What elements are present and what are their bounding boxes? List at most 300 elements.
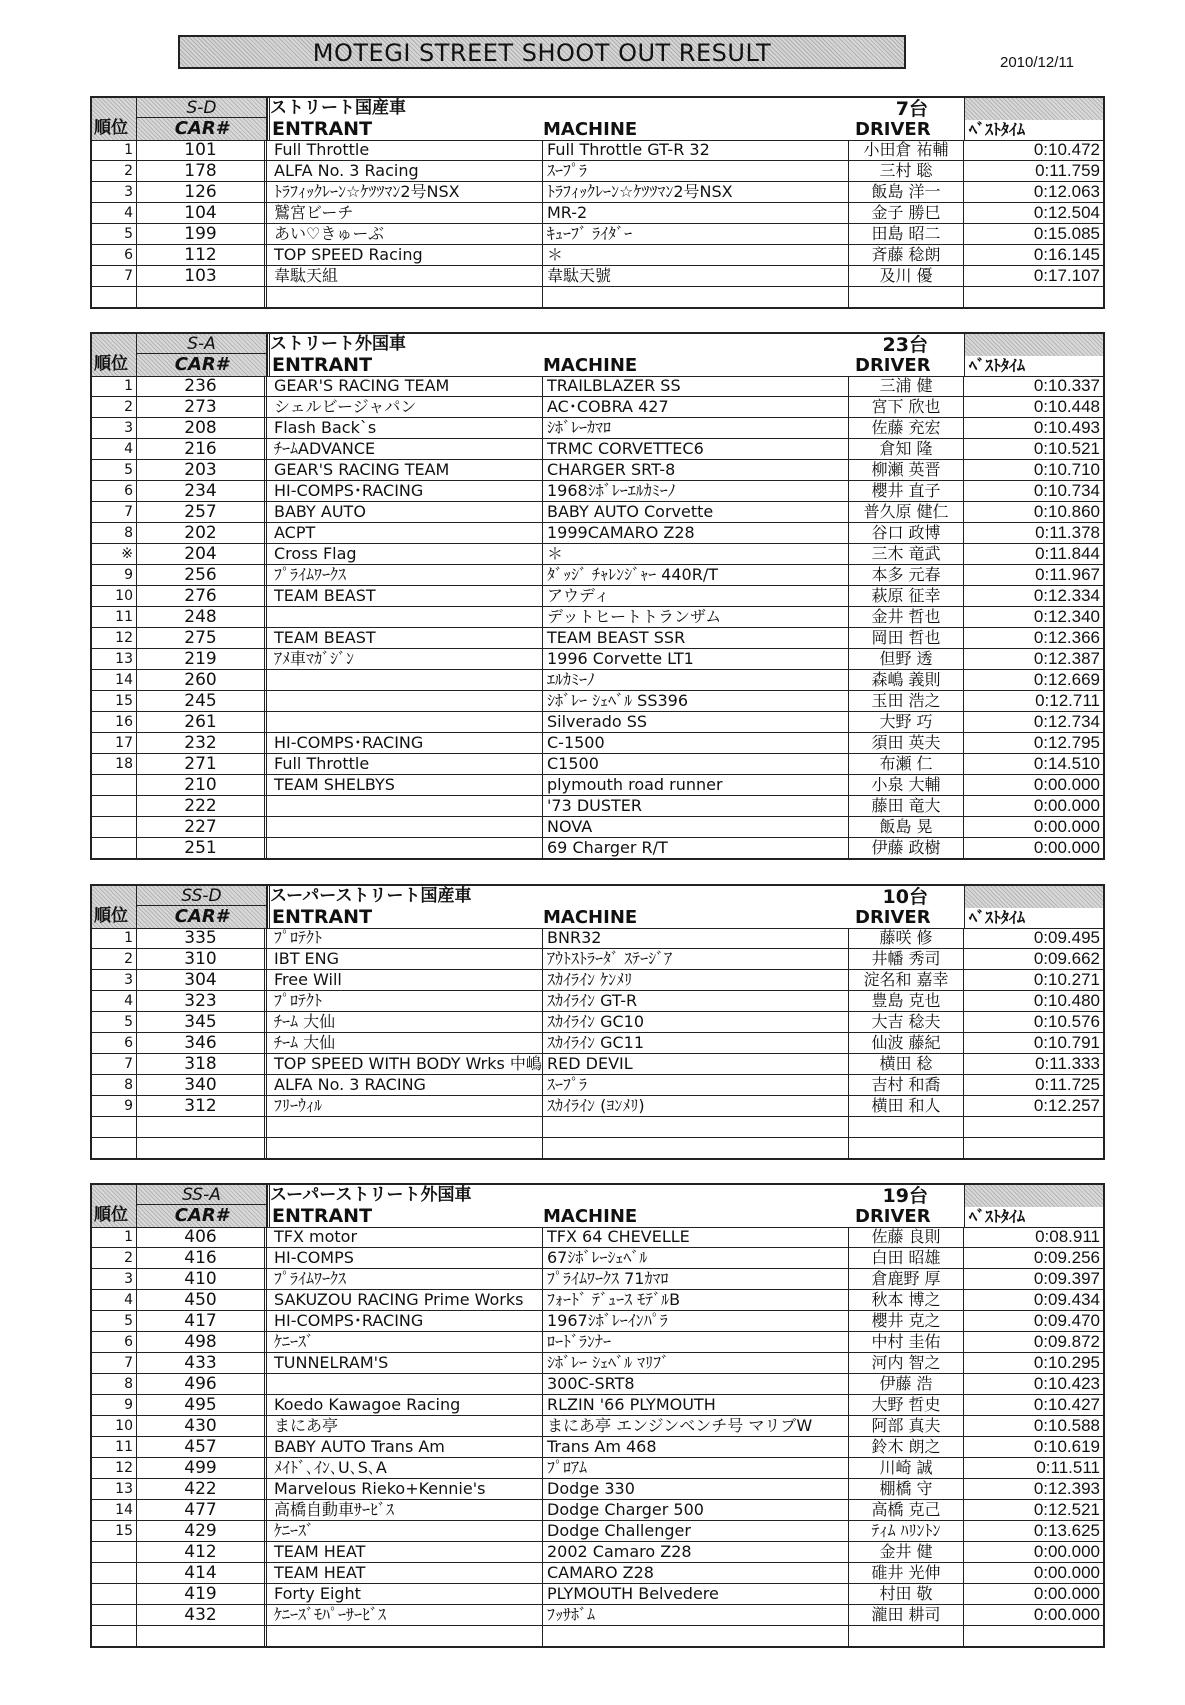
machine-cell: CHARGER SRT-8 bbox=[543, 460, 849, 480]
car-number-cell: 227 bbox=[137, 817, 267, 837]
table-row bbox=[92, 733, 1103, 754]
machine-cell: Dodge Challenger bbox=[543, 1521, 849, 1541]
driver-cell: 横田 稔 bbox=[849, 1054, 964, 1074]
entry-count: 10台 bbox=[882, 886, 928, 908]
table-row bbox=[92, 649, 1103, 670]
table-header bbox=[92, 98, 1103, 141]
rank-header: 順位 bbox=[94, 1205, 128, 1225]
best-time-cell: 0:10.860 bbox=[1033, 502, 1100, 521]
rank-cell: 13 bbox=[92, 1479, 137, 1499]
table-row bbox=[92, 1054, 1103, 1075]
rank-cell: 8 bbox=[92, 1075, 137, 1095]
rank-cell: 9 bbox=[92, 565, 137, 585]
best-time-cell: 0:00.000 bbox=[1033, 838, 1100, 857]
car-number-cell: 271 bbox=[137, 754, 267, 774]
rank-cell: 3 bbox=[92, 182, 137, 202]
rank-cell: 4 bbox=[92, 991, 137, 1011]
car-number-cell bbox=[137, 1117, 267, 1137]
machine-cell: TRAILBLAZER SS bbox=[543, 376, 849, 396]
best-time-cell: 0:10.710 bbox=[1033, 460, 1100, 479]
rank-cell: 4 bbox=[92, 439, 137, 459]
car-number-cell: 251 bbox=[137, 838, 267, 858]
table-row bbox=[92, 775, 1103, 796]
table-row bbox=[92, 224, 1103, 245]
driver-cell: 金子 勝巳 bbox=[849, 203, 964, 223]
machine-cell: 2002 Camaro Z28 bbox=[543, 1542, 849, 1562]
best-time-cell: 0:10.480 bbox=[1033, 991, 1100, 1010]
driver-cell bbox=[849, 1626, 964, 1646]
rank-cell bbox=[92, 1563, 137, 1583]
table-row bbox=[92, 817, 1103, 838]
car-number-cell: 245 bbox=[137, 691, 267, 711]
rank-cell bbox=[92, 838, 137, 858]
table-row bbox=[92, 544, 1103, 565]
driver-cell: 藤咲 修 bbox=[849, 928, 964, 948]
entrant-cell bbox=[270, 1117, 543, 1137]
entrant-cell: ALFA No. 3 Racing bbox=[270, 161, 543, 181]
entrant-cell: GEAR'S RACING TEAM bbox=[270, 460, 543, 480]
machine-cell: ｱｳﾄｽﾄﾗｰﾀﾞ ｽﾃｰｼﾞｱ bbox=[543, 949, 849, 969]
rank-cell: 14 bbox=[92, 1500, 137, 1520]
rank-header-cell bbox=[92, 1185, 137, 1227]
car-number-cell: 103 bbox=[137, 266, 267, 286]
car-number-header: CAR# bbox=[137, 118, 267, 140]
driver-cell: 河内 智之 bbox=[849, 1353, 964, 1373]
driver-cell: 佐藤 良則 bbox=[849, 1227, 964, 1247]
driver-cell: 田島 昭二 bbox=[849, 224, 964, 244]
entrant-cell bbox=[270, 1374, 543, 1394]
driver-cell: 井幡 秀司 bbox=[849, 949, 964, 969]
table-row bbox=[92, 502, 1103, 523]
rank-cell: 5 bbox=[92, 1311, 137, 1331]
machine-cell: ｽｶｲﾗｲﾝ ｹﾝﾒﾘ bbox=[543, 970, 849, 990]
driver-cell: 普久原 健仁 bbox=[849, 502, 964, 522]
entrant-cell: TEAM BEAST bbox=[270, 628, 543, 648]
rank-cell: ※ bbox=[92, 544, 137, 564]
rank-cell: 18 bbox=[92, 754, 137, 774]
entrant-cell: TEAM SHELBYS bbox=[270, 775, 543, 795]
machine-cell: TFX 64 CHEVELLE bbox=[543, 1227, 849, 1247]
machine-cell: ＊ bbox=[543, 544, 849, 564]
best-time-cell: 0:09.434 bbox=[1033, 1290, 1100, 1309]
driver-cell: 阿部 真夫 bbox=[849, 1416, 964, 1436]
driver-cell: 大野 巧 bbox=[849, 712, 964, 732]
car-number-header: CAR# bbox=[137, 1205, 267, 1227]
rank-header: 順位 bbox=[94, 906, 128, 926]
machine-cell: ｽｰﾌﾟﾗ bbox=[543, 161, 849, 181]
rank-cell: 7 bbox=[92, 502, 137, 522]
table-row bbox=[92, 586, 1103, 607]
car-number-cell bbox=[137, 1626, 267, 1646]
table-row bbox=[92, 991, 1103, 1012]
entrant-cell: ｱﾒ車ﾏｶﾞｼﾞﾝ bbox=[270, 649, 543, 669]
car-number-cell: 178 bbox=[137, 161, 267, 181]
machine-cell: ｽｶｲﾗｲﾝ GC10 bbox=[543, 1012, 849, 1032]
rank-cell bbox=[92, 1117, 137, 1137]
table-row bbox=[92, 1075, 1103, 1096]
car-number-cell: 346 bbox=[137, 1033, 267, 1053]
entrant-cell: Cross Flag bbox=[270, 544, 543, 564]
best-time-cell: 0:10.423 bbox=[1033, 1374, 1100, 1393]
table-row bbox=[92, 970, 1103, 991]
entrant-cell: ALFA No. 3 RACING bbox=[270, 1075, 543, 1095]
machine-cell: ｼﾎﾞﾚｰ ｼｪﾍﾞﾙ ﾏﾘﾌﾞ bbox=[543, 1353, 849, 1373]
driver-header: DRIVER bbox=[855, 907, 931, 928]
best-time-cell: 0:00.000 bbox=[1033, 1563, 1100, 1582]
rank-cell: 5 bbox=[92, 224, 137, 244]
best-time-cell: 0:14.510 bbox=[1033, 754, 1100, 773]
entrant-cell: Forty Eight bbox=[270, 1584, 543, 1604]
machine-header: MACHINE bbox=[543, 1206, 638, 1227]
car-number-cell: 312 bbox=[137, 1096, 267, 1116]
driver-cell: 三浦 健 bbox=[849, 376, 964, 396]
best-time-cell: 0:10.734 bbox=[1033, 481, 1100, 500]
rank-cell: 2 bbox=[92, 397, 137, 417]
table-row bbox=[92, 1290, 1103, 1311]
table-row bbox=[92, 1395, 1103, 1416]
rank-cell: 5 bbox=[92, 460, 137, 480]
table-row bbox=[92, 245, 1103, 266]
best-time-cell: 0:00.000 bbox=[1033, 796, 1100, 815]
driver-cell: 川崎 誠 bbox=[849, 1458, 964, 1478]
driver-cell: 豊島 克也 bbox=[849, 991, 964, 1011]
entrant-cell: 高橋自動車ｻｰﾋﾞｽ bbox=[270, 1500, 543, 1520]
car-number-cell: 496 bbox=[137, 1374, 267, 1394]
driver-cell: 大吉 稔夫 bbox=[849, 1012, 964, 1032]
entrant-cell: HI-COMPS･RACING bbox=[270, 733, 543, 753]
driver-cell: 岡田 哲也 bbox=[849, 628, 964, 648]
entrant-cell: HI-COMPS･RACING bbox=[270, 481, 543, 501]
best-time-cell: 0:16.145 bbox=[1033, 245, 1100, 264]
best-time-cell: 0:10.576 bbox=[1033, 1012, 1100, 1031]
car-number-cell: 416 bbox=[137, 1248, 267, 1268]
table-row bbox=[92, 1437, 1103, 1458]
best-time-cell: 0:10.521 bbox=[1033, 439, 1100, 458]
car-number-cell: 276 bbox=[137, 586, 267, 606]
driver-cell: 吉村 和喬 bbox=[849, 1075, 964, 1095]
table-header bbox=[92, 1185, 1103, 1228]
rank-cell: 1 bbox=[92, 928, 137, 948]
car-number-cell: 406 bbox=[137, 1227, 267, 1247]
car-number-cell: 429 bbox=[137, 1521, 267, 1541]
machine-cell: ｽｶｲﾗｲﾝ (ﾖﾝﾒﾘ) bbox=[543, 1096, 849, 1116]
machine-cell: ｽｶｲﾗｲﾝ GT-R bbox=[543, 991, 849, 1011]
best-time-cell: 0:08.911 bbox=[1035, 1227, 1100, 1246]
best-time-cell: 0:10.448 bbox=[1033, 397, 1100, 416]
rank-cell: 3 bbox=[92, 1269, 137, 1289]
car-number-cell: 210 bbox=[137, 775, 267, 795]
best-time-cell: 0:15.085 bbox=[1033, 224, 1100, 243]
car-number-cell: 273 bbox=[137, 397, 267, 417]
table-row bbox=[92, 1248, 1103, 1269]
rank-cell: 12 bbox=[92, 628, 137, 648]
driver-cell: 及川 優 bbox=[849, 266, 964, 286]
entrant-cell: シェルビージャパン bbox=[270, 397, 543, 417]
table-row bbox=[92, 1033, 1103, 1054]
entrant-cell bbox=[270, 1626, 543, 1646]
table-row bbox=[92, 1605, 1103, 1626]
entrant-cell bbox=[270, 287, 543, 307]
best-time-header-shade bbox=[965, 98, 1103, 120]
rank-cell: 6 bbox=[92, 245, 137, 265]
entrant-cell: Marvelous Rieko+Kennie's bbox=[270, 1479, 543, 1499]
machine-cell: PLYMOUTH Belvedere bbox=[543, 1584, 849, 1604]
driver-cell: 藤田 竜大 bbox=[849, 796, 964, 816]
car-number-cell: 112 bbox=[137, 245, 267, 265]
machine-cell: ﾛｰﾄﾞﾗﾝﾅｰ bbox=[543, 1332, 849, 1352]
best-time-cell: 0:10.493 bbox=[1033, 418, 1100, 437]
driver-cell: 飯島 晃 bbox=[849, 817, 964, 837]
driver-cell bbox=[849, 1117, 964, 1137]
best-time-header-cell bbox=[964, 334, 1103, 376]
machine-cell: AC･COBRA 427 bbox=[543, 397, 849, 417]
table-row bbox=[92, 754, 1103, 775]
best-time-cell: 0:12.521 bbox=[1033, 1500, 1100, 1519]
car-number-cell: 232 bbox=[137, 733, 267, 753]
best-time-header: ﾍﾞｽﾄﾀｲﾑ bbox=[969, 120, 1026, 139]
car-number-cell: 417 bbox=[137, 1311, 267, 1331]
machine-cell: ｴﾙｶﾐｰﾉ bbox=[543, 670, 849, 690]
machine-cell bbox=[543, 1117, 849, 1137]
entrant-cell: 鷲宮ビーチ bbox=[270, 203, 543, 223]
entrant-cell bbox=[270, 838, 543, 858]
car-number-cell: 340 bbox=[137, 1075, 267, 1095]
machine-cell: BNR32 bbox=[543, 928, 849, 948]
rank-cell: 12 bbox=[92, 1458, 137, 1478]
best-time-cell bbox=[964, 287, 1103, 307]
table-row bbox=[92, 607, 1103, 628]
car-number-cell: 323 bbox=[137, 991, 267, 1011]
driver-cell: 伊藤 浩 bbox=[849, 1374, 964, 1394]
rank-cell bbox=[92, 1605, 137, 1625]
entrant-cell bbox=[270, 691, 543, 711]
entrant-cell: TEAM BEAST bbox=[270, 586, 543, 606]
best-time-cell: 0:13.625 bbox=[1033, 1521, 1100, 1540]
car-number-cell: 260 bbox=[137, 670, 267, 690]
rank-cell: 6 bbox=[92, 481, 137, 501]
rank-cell: 7 bbox=[92, 1353, 137, 1373]
machine-cell: BABY AUTO Corvette bbox=[543, 502, 849, 522]
blank-row bbox=[92, 1626, 1103, 1647]
driver-cell: 淀名和 嘉幸 bbox=[849, 970, 964, 990]
table-row bbox=[92, 1458, 1103, 1479]
car-number-cell: 450 bbox=[137, 1290, 267, 1310]
results-table-s-d bbox=[90, 96, 1105, 309]
best-time-header: ﾍﾞｽﾄﾀｲﾑ bbox=[969, 1207, 1026, 1226]
car-number-cell: 498 bbox=[137, 1332, 267, 1352]
best-time-header: ﾍﾞｽﾄﾀｲﾑ bbox=[969, 908, 1026, 927]
table-row bbox=[92, 397, 1103, 418]
best-time-cell: 0:10.295 bbox=[1033, 1353, 1100, 1372]
car-number-cell: 236 bbox=[137, 376, 267, 396]
best-time-cell: 0:09.662 bbox=[1033, 949, 1100, 968]
machine-cell: ｽｰﾌﾟﾗ bbox=[543, 1075, 849, 1095]
entrant-cell: ｹﾆｰｽﾞ bbox=[270, 1521, 543, 1541]
entrant-cell: まにあ亭 bbox=[270, 1416, 543, 1436]
entrant-cell: ﾁｰﾑ 大仙 bbox=[270, 1012, 543, 1032]
machine-cell: Trans Am 468 bbox=[543, 1437, 849, 1457]
entrant-cell: IBT ENG bbox=[270, 949, 543, 969]
entrant-cell: ﾒｲﾄﾞ､ｲﾝ､U､S､A bbox=[270, 1458, 543, 1478]
machine-cell bbox=[543, 1138, 849, 1158]
car-number-cell: 219 bbox=[137, 649, 267, 669]
machine-cell: ﾀﾞｯｼﾞ ﾁｬﾚﾝｼﾞｬｰ 440R/T bbox=[543, 565, 849, 585]
page-title: MOTEGI STREET SHOOT OUT RESULT bbox=[312, 39, 772, 67]
car-number-cell: 104 bbox=[137, 203, 267, 223]
table-row bbox=[92, 691, 1103, 712]
car-number-cell: 126 bbox=[137, 182, 267, 202]
best-time-cell: 0:10.619 bbox=[1033, 1437, 1100, 1456]
car-number-cell: 204 bbox=[137, 544, 267, 564]
rank-cell bbox=[92, 775, 137, 795]
class-category: スーパーストリート国産車 bbox=[270, 886, 472, 906]
rank-header-cell bbox=[92, 98, 137, 140]
best-time-cell: 0:12.734 bbox=[1033, 712, 1100, 731]
table-row bbox=[92, 838, 1103, 859]
entrant-cell: HI-COMPS bbox=[270, 1248, 543, 1268]
best-time-header-shade bbox=[965, 334, 1103, 356]
machine-cell: MR-2 bbox=[543, 203, 849, 223]
rank-cell: 15 bbox=[92, 1521, 137, 1541]
table-row bbox=[92, 565, 1103, 586]
machine-cell: NOVA bbox=[543, 817, 849, 837]
car-number-cell bbox=[137, 1138, 267, 1158]
driver-cell: 本多 元春 bbox=[849, 565, 964, 585]
best-time-cell: 0:17.107 bbox=[1033, 266, 1100, 285]
rank-cell: 7 bbox=[92, 1054, 137, 1074]
rank-cell: 1 bbox=[92, 140, 137, 160]
machine-cell: ﾌﾟﾛｱﾑ bbox=[543, 1458, 849, 1478]
table-row bbox=[92, 481, 1103, 502]
rank-header: 順位 bbox=[94, 354, 128, 374]
best-time-cell: 0:12.393 bbox=[1033, 1479, 1100, 1498]
driver-cell: 金井 健 bbox=[849, 1542, 964, 1562]
rank-cell: 1 bbox=[92, 376, 137, 396]
best-time-cell: 0:10.588 bbox=[1033, 1416, 1100, 1435]
machine-cell bbox=[543, 1626, 849, 1646]
machine-cell: TRMC CORVETTEC6 bbox=[543, 439, 849, 459]
best-time-header-shade bbox=[965, 886, 1103, 908]
car-number-cell: 222 bbox=[137, 796, 267, 816]
table-row bbox=[92, 928, 1103, 949]
driver-cell: 柳瀬 英晋 bbox=[849, 460, 964, 480]
driver-cell: 櫻井 克之 bbox=[849, 1311, 964, 1331]
machine-cell: C1500 bbox=[543, 754, 849, 774]
rank-cell bbox=[92, 1542, 137, 1562]
blank-row bbox=[92, 287, 1103, 308]
rank-cell: 8 bbox=[92, 1374, 137, 1394]
class-category: スーパーストリート外国車 bbox=[270, 1185, 472, 1205]
table-row bbox=[92, 1012, 1103, 1033]
rank-cell: 15 bbox=[92, 691, 137, 711]
rank-cell bbox=[92, 796, 137, 816]
rank-cell: 5 bbox=[92, 1012, 137, 1032]
machine-cell: ｽｶｲﾗｲﾝ GC11 bbox=[543, 1033, 849, 1053]
driver-cell: 小田倉 祐輔 bbox=[849, 140, 964, 160]
entrant-cell: ﾌﾟﾗｲﾑﾜｰｸｽ bbox=[270, 565, 543, 585]
driver-cell: ﾃｨﾑ ﾊﾘﾝﾄﾝ bbox=[849, 1521, 964, 1541]
rank-cell: 2 bbox=[92, 1248, 137, 1268]
table-row bbox=[92, 418, 1103, 439]
class-code: SS-A bbox=[137, 1185, 267, 1205]
car-number-cell: 335 bbox=[137, 928, 267, 948]
entrant-cell: Full Throttle bbox=[270, 754, 543, 774]
machine-cell: 1968ｼﾎﾞﾚｰｴﾙｶﾐｰﾉ bbox=[543, 481, 849, 501]
best-time-cell: 0:09.872 bbox=[1033, 1332, 1100, 1351]
entrant-cell: BABY AUTO Trans Am bbox=[270, 1437, 543, 1457]
best-time-cell: 0:11.725 bbox=[1035, 1075, 1100, 1094]
car-number-cell: 203 bbox=[137, 460, 267, 480]
best-time-cell: 0:11.759 bbox=[1035, 161, 1100, 180]
best-time-cell: 0:00.000 bbox=[1033, 775, 1100, 794]
driver-cell bbox=[849, 287, 964, 307]
machine-header: MACHINE bbox=[543, 119, 638, 140]
entrant-cell: 韋駄天組 bbox=[270, 266, 543, 286]
car-number-cell: 345 bbox=[137, 1012, 267, 1032]
driver-cell: 小泉 大輔 bbox=[849, 775, 964, 795]
table-row bbox=[92, 376, 1103, 397]
driver-cell: 伊藤 政樹 bbox=[849, 838, 964, 858]
driver-cell: 棚橋 守 bbox=[849, 1479, 964, 1499]
table-row bbox=[92, 1374, 1103, 1395]
entrant-cell bbox=[270, 712, 543, 732]
results-table-ss-d bbox=[90, 884, 1105, 1160]
best-time-cell: 0:12.334 bbox=[1033, 586, 1100, 605]
rank-cell bbox=[92, 1626, 137, 1646]
driver-cell: 佐藤 充宏 bbox=[849, 418, 964, 438]
driver-cell: 大野 哲史 bbox=[849, 1395, 964, 1415]
results-table-ss-a bbox=[90, 1183, 1105, 1648]
entrant-cell: HI-COMPS･RACING bbox=[270, 1311, 543, 1331]
car-number-cell: 412 bbox=[137, 1542, 267, 1562]
table-row bbox=[92, 161, 1103, 182]
machine-cell: Dodge 330 bbox=[543, 1479, 849, 1499]
best-time-cell: 0:00.000 bbox=[1033, 817, 1100, 836]
machine-cell: 1967ｼﾎﾞﾚｰｲﾝﾊﾟﾗ bbox=[543, 1311, 849, 1331]
driver-cell: 布瀬 仁 bbox=[849, 754, 964, 774]
machine-cell: ﾌﾟﾗｲﾑﾜｰｸｽ 71ｶﾏﾛ bbox=[543, 1269, 849, 1289]
rank-cell bbox=[92, 1584, 137, 1604]
car-number-cell: 256 bbox=[137, 565, 267, 585]
machine-cell: CAMARO Z28 bbox=[543, 1563, 849, 1583]
rank-cell: 10 bbox=[92, 1416, 137, 1436]
entrant-cell bbox=[270, 817, 543, 837]
rank-cell: 11 bbox=[92, 607, 137, 627]
best-time-cell: 0:12.387 bbox=[1033, 649, 1100, 668]
rank-cell: 3 bbox=[92, 970, 137, 990]
entrant-header: ENTRANT bbox=[272, 1205, 373, 1227]
entrant-cell bbox=[270, 796, 543, 816]
car-number-cell: 495 bbox=[137, 1395, 267, 1415]
machine-cell: '73 DUSTER bbox=[543, 796, 849, 816]
table-row bbox=[92, 1521, 1103, 1542]
best-time-cell bbox=[964, 1626, 1103, 1646]
entrant-cell: ﾁｰﾑ 大仙 bbox=[270, 1033, 543, 1053]
driver-header: DRIVER bbox=[855, 355, 931, 376]
machine-cell: C-1500 bbox=[543, 733, 849, 753]
car-number-cell: 432 bbox=[137, 1605, 267, 1625]
entrant-cell bbox=[270, 670, 543, 690]
entrant-cell: TUNNELRAM'S bbox=[270, 1353, 543, 1373]
best-time-cell: 0:10.337 bbox=[1033, 376, 1100, 395]
best-time-cell: 0:12.257 bbox=[1033, 1096, 1100, 1115]
machine-cell: 69 Charger R/T bbox=[543, 838, 849, 858]
car-number-header: CAR# bbox=[137, 906, 267, 928]
table-row bbox=[92, 1563, 1103, 1584]
best-time-cell: 0:09.397 bbox=[1033, 1269, 1100, 1288]
car-number-cell: 310 bbox=[137, 949, 267, 969]
rank-cell: 17 bbox=[92, 733, 137, 753]
